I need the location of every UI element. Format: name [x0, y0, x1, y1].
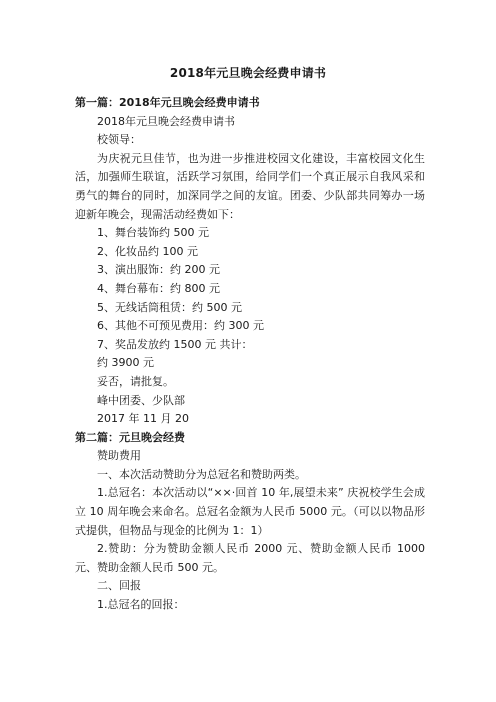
expense-item: 4、舞台幕布：约 800 元 [97, 281, 220, 295]
expense-item: 7、奖品发放约 1500 元 共计： [97, 337, 253, 351]
expense-item: 2、化妆品约 100 元 [97, 244, 198, 258]
sponsor-paragraph: 1.总冠名：本次活动以“××·回首 10 年,展望未来” 庆祝校学生会成立 10 周年晚会来命名。总冠名金额为人民币 5000 元。（可以以物品形式提供，但物品与现金的比例为 1：1） [75, 486, 425, 537]
salutation: 校领导： [97, 133, 141, 147]
sponsor-point: 二、回报 [97, 579, 141, 593]
section-heading: 第二篇：元旦晚会经费 [75, 430, 185, 444]
document-title: 2018年元旦晚会经费申请书 [169, 66, 327, 80]
expense-item: 5、无线话筒租赁：约 500 元 [97, 300, 242, 314]
expense-total: 约 3900 元 [97, 356, 154, 370]
intro-paragraph: 为庆祝元旦佳节，也为进一步推进校园文化建设，丰富校园文化生活，加强师生联谊，活跃学习氛围，给同学们一个真正展示自我风采和勇气的舞台的同时，加深同学之间的友谊。团委、少队部共同筹办一场迎新年晚会，现需活动经费如下： [75, 151, 425, 221]
document-body [75, 94, 425, 615]
sponsor-paragraph: 2.赞助：分为赞助金额人民币 2000 元、赞助金额人民币 1000 元、赞助金额人民币 500 元。 [75, 542, 425, 574]
expense-item: 3、演出服饰：约 200 元 [97, 263, 220, 277]
approval-request: 妥否，请批复。 [97, 374, 174, 388]
expense-item: 1、舞台装饰约 500 元 [97, 226, 209, 240]
signature: 峰中团委、少队部 [97, 393, 185, 407]
expense-item: 6、其他不可预见费用：约 300 元 [97, 319, 264, 333]
section-heading: 第一篇：2018年元旦晚会经费申请书 [75, 96, 260, 109]
section-subheading: 赞助费用 [97, 449, 141, 463]
date: 2017 年 11 月 20 [97, 412, 189, 426]
section-subtitle: 2018年元旦晚会经费申请书 [97, 114, 235, 128]
sponsor-point: 1.总冠名的回报： [97, 598, 185, 612]
sponsor-point: 一、本次活动赞助分为总冠名和赞助两类。 [97, 467, 306, 481]
